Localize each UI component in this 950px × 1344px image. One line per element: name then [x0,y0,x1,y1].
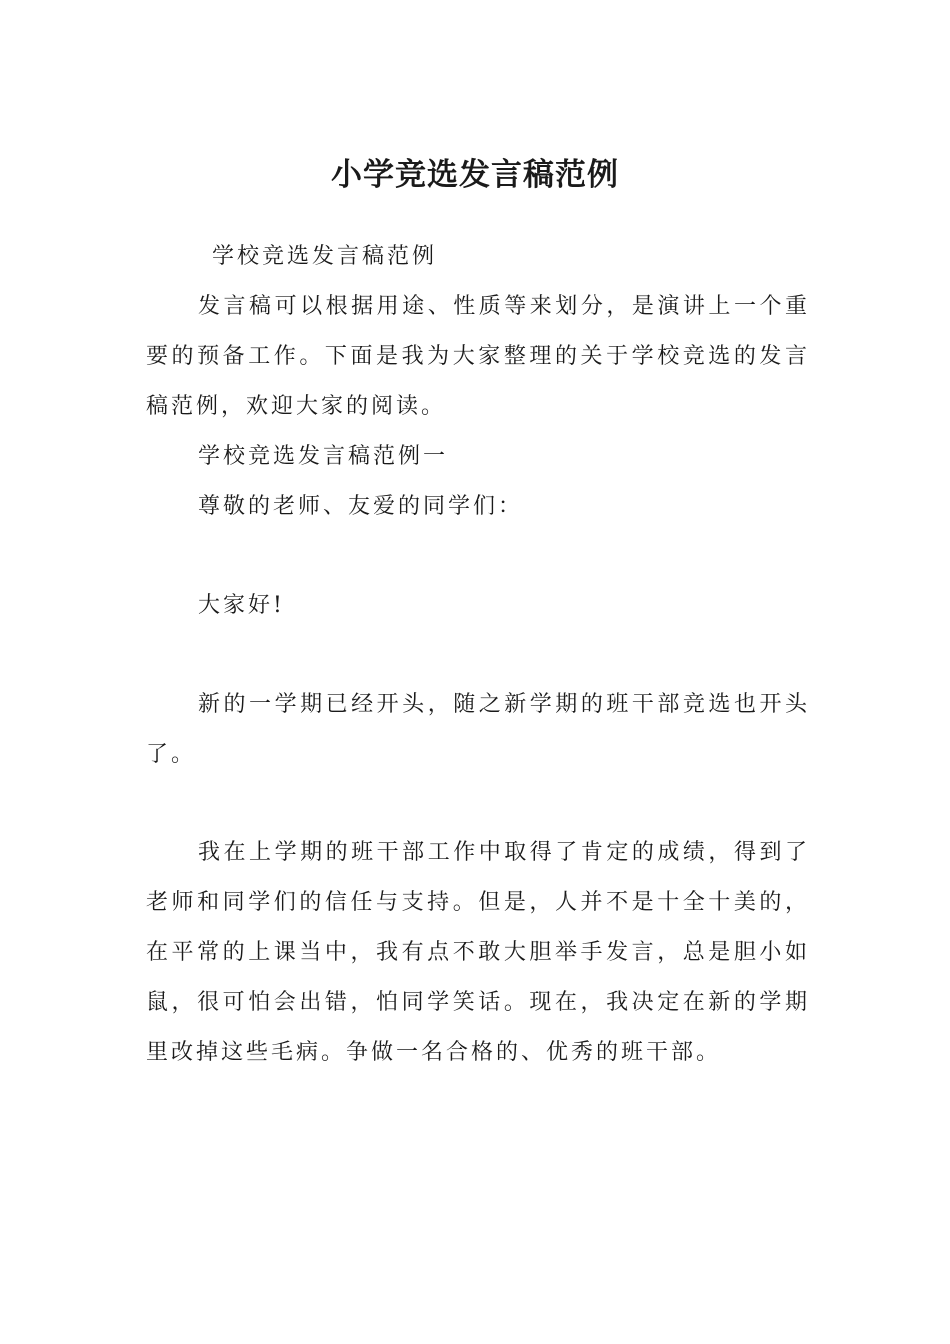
intro-paragraph: 发言稿可以根据用途、性质等来划分，是演讲上一个重要的预备工作。下面是我为大家整理的关于学校竞选的发言稿范例，欢迎大家的阅读。 [146,294,810,419]
document-body [146,232,810,1078]
section-heading: 学校竞选发言稿范例一 [198,444,449,469]
document-title: 小学竞选发言稿范例 [331,156,619,193]
body-paragraph-2: 我在上学期的班干部工作中取得了肯定的成绩，得到了老师和同学们的信任与支持。但是，人并不是十全十美的，在平常的上课当中，我有点不敢大胆举手发言，总是胆小如鼠，很可怕会出错，怕同学笑话。现在，我决定在新的学期里改掉这些毛病。争做一名合格的、优秀的班干部。 [146,840,810,1065]
document-subtitle: 学校竞选发言稿范例 [212,244,438,269]
salutation: 尊敬的老师、友爱的同学们： [198,494,524,519]
greeting: 大家好! [198,593,285,618]
body-paragraph-1: 新的一学期已经开头，随之新学期的班干部竞选也开头了。 [146,692,810,767]
